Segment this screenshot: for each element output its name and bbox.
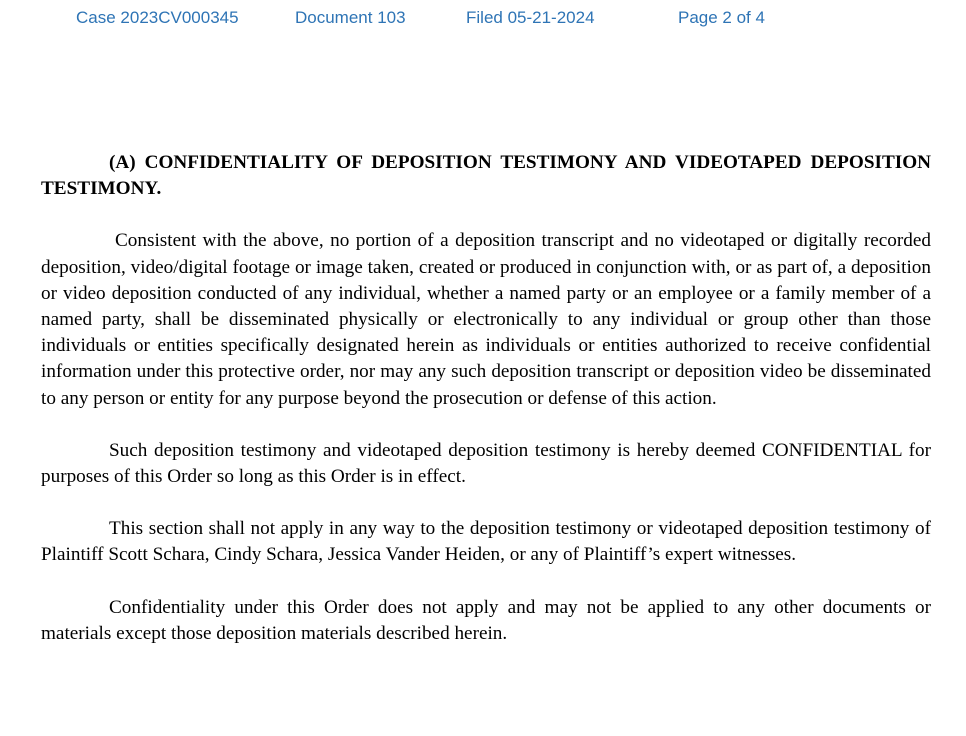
page-number: Page 2 of 4 [678, 8, 765, 27]
paragraph-confidential-designation: Such deposition testimony and videotaped deposition testimony is hereby deemed CONFIDENTIAL for purposes of this Order so long as this Order is in effect. [41, 439, 931, 488]
filing-header [0, 8, 966, 30]
paragraph-scope-limit: Confidentiality under this Order does not apply and may not be applied to any other documents or materials except those deposition materials described herein. [41, 596, 931, 644]
paragraph-exceptions: This section shall not apply in any way to the deposition testimony or videotaped deposition testimony of Plaintiff Scott Schara, Cindy Schara, Jessica Vander Heiden, or any of Plaintiff’s expert witnesses. [41, 518, 931, 566]
document-number: Document 103 [295, 8, 406, 27]
paragraph-dissemination: Consistent with the above, no portion of a deposition transcript and no videotaped or digitally recorded deposition, video/digital footage or image taken, created or produced in conjunction with, or as part of, a deposition or video deposition conducted of any individual, whether a named party or an employee or a family member of a named party, shall be disseminated physically or electronically to any individual or group other than those individuals or entities specifically designated herein as individuals or entities authorized to receive confidential information under this protective order, nor may any such deposition transcript or deposition video be disseminated to any person or entity for any purpose beyond the prosecution or defense of this action. [41, 230, 931, 409]
filed-date: Filed 05-21-2024 [466, 8, 595, 27]
section-heading: (A) CONFIDENTIALITY OF DEPOSITION TESTIMONY AND VIDEOTAPED DEPOSITION TESTIMONY. [41, 152, 931, 200]
case-number: Case 2023CV000345 [76, 8, 239, 27]
document-body [41, 150, 931, 673]
